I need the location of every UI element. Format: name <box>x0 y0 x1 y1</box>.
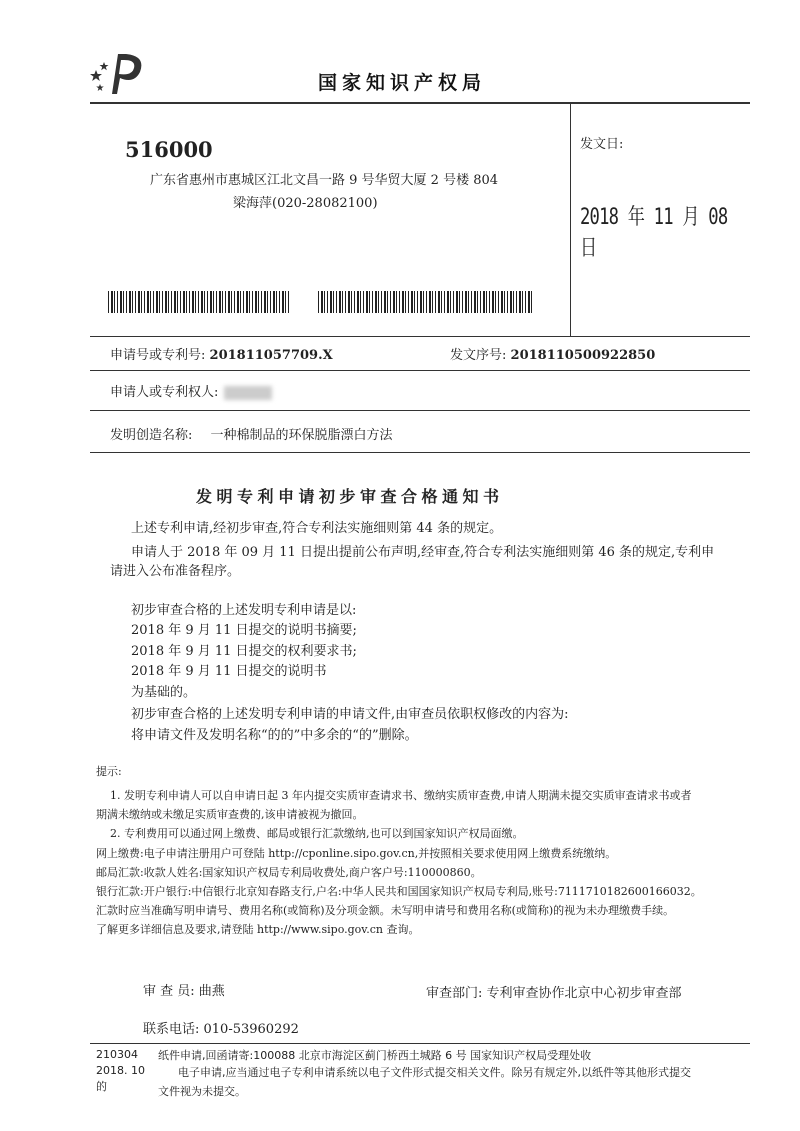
form-date: 2018. 10 <box>96 1064 145 1077</box>
block-rule-1 <box>90 336 750 337</box>
body-basis-abstract: 2018 年 9 月 11 日提交的说明书摘要; <box>131 623 357 638</box>
footer-line-1: 纸件申请,回函请寄:100088 北京市海淀区蓟门桥西土城路 6 号 国家知识产权局受理处收 <box>158 1049 592 1062</box>
tip-line-2: 期满未缴纳或未缴足实质审查费的,该申请被视为撤回。 <box>96 808 364 821</box>
agency-name: 国家知识产权局 <box>318 72 487 94</box>
recipient-address: 广东省惠州市惠城区江北文昌一路 9 号华贸大厦 2 号楼 804 <box>150 173 499 188</box>
header-rule <box>90 102 750 104</box>
examiner: 审 查 员: 曲燕 <box>143 984 225 999</box>
field-rule-3 <box>90 452 750 453</box>
footer-line-2: 电子申请,应当通过电子专利申请系统以电子文件形式提交相关文件。除另有规定外,以纸件等其他形式提交 <box>178 1066 691 1079</box>
field-rule-1 <box>90 370 750 371</box>
tip-line-8: 了解更多详细信息及要求,请登陆 http://www.sipo.gov.cn 查询。 <box>96 923 420 936</box>
application-number-field <box>110 344 333 363</box>
dispatch-number-label: 发文序号: <box>450 348 507 363</box>
dispatch-date-label: 发文日: <box>580 137 624 152</box>
barcode-left <box>108 291 290 313</box>
body-basis-intro: 初步审查合格的上述发明专利申请是以: <box>131 603 357 618</box>
tip-line-7: 汇款时应当准确写明申请号、费用名称(或简称)及分项金额。未写明申请号和费用名称(或简称)的视为未办理缴费手续。 <box>96 904 675 917</box>
applicant-redacted <box>224 386 272 400</box>
body-basis-spec: 2018 年 9 月 11 日提交的说明书 <box>131 664 327 679</box>
application-number-label: 申请号或专利号: <box>110 348 206 363</box>
invention-name: 一种棉制品的环保脱脂漂白方法 <box>210 428 393 443</box>
footer-line-3: 文件视为未提交。 <box>158 1085 246 1098</box>
body-para-2-cont: 请进入公布准备程序。 <box>110 564 241 579</box>
body-para-1: 上述专利申请,经初步审查,符合专利法实施细则第 44 条的规定。 <box>131 521 503 536</box>
body-para-2: 申请人于 2018 年 09 月 11 日提出提前公布声明,经审查,符合专利法实施细则第 46 条的规定,专利申 <box>131 545 715 560</box>
body-amend-intro: 初步审查合格的上述发明专利申请的申请文件,由审查员依职权修改的内容为: <box>131 707 569 722</box>
tip-line-6: 银行汇款:开户银行:中信银行北京知春路支行,户名:中华人民共和国国家知识产权局专利局,账号:7111710182600166032。 <box>96 885 702 898</box>
examination-department: 审查部门: 专利审查协作北京中心初步审查部 <box>426 986 682 1001</box>
tip-line-1: 1. 发明专利申请人可以自申请日起 3 年内提交实质审查请求书、缴纳实质审查费,申请人期满未提交实质审查请求书或者 <box>110 789 692 802</box>
dispatch-number-field <box>450 344 655 363</box>
invention-field <box>110 424 393 443</box>
tips-label: 提示: <box>96 765 122 778</box>
dispatch-number: 2018110500922850 <box>510 348 656 363</box>
date-divider <box>570 104 571 336</box>
body-basis-claims: 2018 年 9 月 11 日提交的权利要求书; <box>131 644 357 659</box>
postal-code: 516000 <box>125 137 213 162</box>
recipient-contact: 梁海萍(020-28082100) <box>233 196 378 211</box>
application-number: 201811057709.X <box>209 348 333 363</box>
tip-line-4: 网上缴费:电子申请注册用户可登陆 http://cponline.sipo.gov.cn,并按照相关要求使用网上缴费系统缴纳。 <box>96 847 617 860</box>
field-rule-2 <box>90 410 750 411</box>
applicant-field <box>110 381 272 400</box>
invention-label: 发明创造名称: <box>110 428 193 443</box>
contact-phone: 联系电话: 010-53960292 <box>143 1022 299 1037</box>
footer-rule <box>90 1043 750 1044</box>
applicant-label: 申请人或专利权人: <box>110 385 219 400</box>
barcode-right <box>318 291 532 313</box>
dispatch-date: 2018 年 11 月 08 日 <box>580 205 728 261</box>
body-amend-content: 将申请文件及发明名称“的的”中多余的“的”删除。 <box>131 728 418 743</box>
notice-title: 发明专利申请初步审查合格通知书 <box>196 487 504 506</box>
tip-line-5: 邮局汇款:收款人姓名:国家知识产权局专利局收费处,商户客户号:110000860。 <box>96 866 482 879</box>
form-suffix: 的 <box>96 1080 107 1093</box>
form-code: 210304 <box>96 1048 138 1061</box>
tip-line-3: 2. 专利费用可以通过网上缴费、邮局或银行汇款缴纳,也可以到国家知识产权局面缴。 <box>110 827 524 840</box>
body-basis-end: 为基础的。 <box>131 685 197 700</box>
cnipa-logo-icon <box>90 48 150 98</box>
